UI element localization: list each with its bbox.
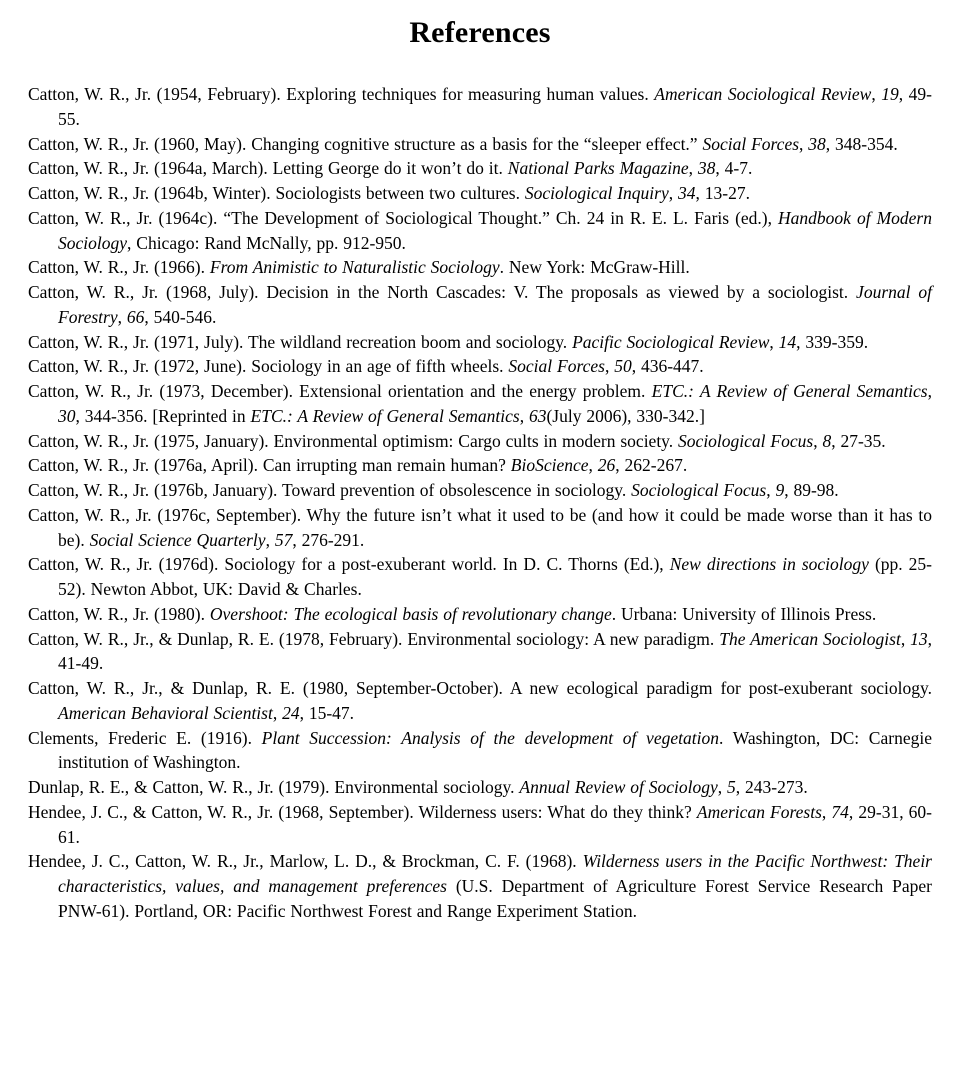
reference-text-segment: , 13-27. xyxy=(695,183,750,203)
reference-text-segment: , 344-356. [Reprinted in xyxy=(75,405,251,426)
reference-italic-segment: 5 xyxy=(727,777,736,797)
reference-entry xyxy=(28,775,932,800)
reference-text-segment: , xyxy=(927,381,932,401)
reference-text-segment: , 436-447. xyxy=(631,356,704,377)
reference-entry xyxy=(28,676,932,726)
reference-italic-segment: 57 xyxy=(274,529,293,550)
reference-italic-segment: 24 xyxy=(282,702,300,723)
reference-entry xyxy=(28,800,932,850)
reference-italic-segment: ETC.: A Review of General Semantics xyxy=(651,381,928,401)
reference-text-segment: , xyxy=(588,455,598,476)
reference-entry xyxy=(28,354,932,379)
reference-text-segment: , 15-47. xyxy=(299,702,355,723)
reference-italic-segment: American Forests xyxy=(696,801,822,822)
reference-italic-segment: 19 xyxy=(881,84,899,104)
reference-text-segment: (July 2006), 330-342.] xyxy=(546,405,705,426)
reference-text-segment: , 348-354. xyxy=(825,133,898,154)
reference-text-segment: . New York: McGraw-Hill. xyxy=(499,257,690,278)
reference-text-segment: , 243-273. xyxy=(735,777,808,797)
reference-text-segment: . Washington, DC: Carnegie institution of Washington. xyxy=(58,727,932,773)
reference-text-segment: , 540-546. xyxy=(144,306,217,327)
reference-text-segment: Catton, W. R., Jr. (1975, January). Environmental optimism: Cargo cults in modern society. xyxy=(28,430,679,451)
reference-text-segment: Catton, W. R., Jr. (1964b, Winter). Sociologists between two cultures. xyxy=(28,183,525,203)
reference-text-segment: , 262-267. xyxy=(615,455,688,476)
reference-italic-segment: Overshoot: The ecological basis of revolutionary change xyxy=(209,603,612,624)
reference-italic-segment: From Animistic to Naturalistic Sociology xyxy=(209,257,500,278)
reference-entry xyxy=(28,602,932,627)
reference-text-segment: , xyxy=(668,183,678,203)
reference-italic-segment: BioScience xyxy=(510,455,589,476)
reference-entry xyxy=(28,330,932,355)
reference-entry xyxy=(28,181,932,206)
reference-text-segment: Catton, W. R., Jr. (1972, June). Sociology in an age of fifth wheels. xyxy=(28,356,509,377)
reference-italic-segment: Plant Succession: Analysis of the development of vegetation xyxy=(261,727,719,748)
reference-text-segment: , xyxy=(766,480,776,500)
reference-italic-segment: National Parks Magazine xyxy=(507,158,689,179)
reference-text-segment: Catton, W. R., Jr., & Dunlap, R. E. (1980, September-October). A new ecological paradigm for post-exuberant sociology. xyxy=(28,678,932,698)
reference-text-segment: , xyxy=(519,405,529,426)
reference-italic-segment: Social Forces xyxy=(702,133,800,154)
reference-entry xyxy=(28,503,932,553)
reference-text-segment: , xyxy=(871,84,882,104)
reference-text-segment: , xyxy=(265,529,275,550)
reference-entry xyxy=(28,255,932,280)
reference-text-segment: , 4-7. xyxy=(715,158,753,179)
reference-entry xyxy=(28,280,932,330)
reference-text-segment: Catton, W. R., Jr. (1973, December). Extensional orientation and the energy problem. xyxy=(28,381,652,401)
reference-entry xyxy=(28,82,932,132)
reference-text-segment: Catton, W. R., Jr., & Dunlap, R. E. (1978, February). Environmental sociology: A new paradigm. xyxy=(28,628,720,649)
reference-italic-segment: American Sociological Review xyxy=(654,84,872,104)
reference-entry xyxy=(28,379,932,429)
reference-italic-segment: 38 xyxy=(697,158,716,179)
reference-entry xyxy=(28,478,932,503)
reference-text-segment: Catton, W. R., Jr. (1980). xyxy=(28,603,210,624)
reference-text-segment: , xyxy=(272,702,283,723)
reference-italic-segment: 66 xyxy=(126,306,145,327)
reference-text-segment: Catton, W. R., Jr. (1964a, March). Letting George do it won’t do it. xyxy=(28,158,508,179)
reference-text-segment: . Urbana: University of Illinois Press. xyxy=(611,603,877,624)
reference-italic-segment: Handbook of Modern Sociology xyxy=(58,207,932,253)
reference-italic-segment: 26 xyxy=(597,455,616,476)
reference-italic-segment: 34 xyxy=(678,183,696,203)
reference-entry xyxy=(28,552,932,602)
reference-text-segment: (pp. 25-52). Newton Abbot, UK: David & Charles. xyxy=(58,554,932,599)
reference-text-segment: , xyxy=(688,158,698,179)
reference-italic-segment: 8 xyxy=(822,430,832,451)
reference-text-segment: Hendee, J. C., & Catton, W. R., Jr. (1968, September). Wilderness users: What do they think? xyxy=(28,801,697,822)
reference-text-segment: Clements, Frederic E. (1916). xyxy=(28,727,262,748)
reference-italic-segment: 9 xyxy=(775,480,785,500)
reference-entry xyxy=(28,453,932,478)
reference-italic-segment: Wilderness users in the Pacific Northwest: Their characteristics, values, and management preferences xyxy=(58,851,932,896)
reference-italic-segment: Sociological Inquiry xyxy=(524,183,669,203)
reference-text-segment: Catton, W. R., Jr. (1971, July). The wildland recreation boom and sociology. xyxy=(28,331,573,352)
reference-text-segment: , xyxy=(900,628,911,649)
reference-text-segment: Catton, W. R., Jr. (1966). xyxy=(28,257,210,278)
reference-text-segment: Hendee, J. C., Catton, W. R., Jr., Marlow, L. D., & Brockman, C. F. (1968). xyxy=(28,851,583,872)
reference-text-segment: , xyxy=(117,306,127,327)
reference-italic-segment: American Behavioral Scientist xyxy=(58,702,273,723)
reference-text-segment: Catton, W. R., Jr. (1964c). “The Development of Sociological Thought.” Ch. 24 in R. E. L. Faris (ed.), xyxy=(28,207,779,228)
reference-text-segment: , xyxy=(821,801,832,822)
reference-italic-segment: Sociological Focus xyxy=(631,480,767,500)
reference-entry xyxy=(28,849,932,923)
reference-italic-segment: Social Forces xyxy=(508,356,605,377)
reference-text-segment: , xyxy=(604,356,615,377)
reference-entry xyxy=(28,627,932,677)
references-list xyxy=(28,82,932,924)
reference-entry xyxy=(28,429,932,454)
reference-italic-segment: New directions in sociology xyxy=(669,554,869,575)
reference-text-segment: , xyxy=(813,430,823,451)
reference-entry xyxy=(28,156,932,181)
reference-text-segment: Catton, W. R., Jr. (1976d). Sociology for a post-exuberant world. In D. C. Thorns (Ed.), xyxy=(28,554,670,575)
reference-entry xyxy=(28,206,932,256)
reference-text-segment: Catton, W. R., Jr. (1976c, September). Why the future isn’t what it used to be (and how it could be made worse than it has to be). xyxy=(28,504,932,550)
reference-italic-segment: 50 xyxy=(614,356,632,377)
reference-text-segment: , 41-49. xyxy=(58,628,933,674)
reference-text-segment: , 49-55. xyxy=(58,84,932,129)
reference-text-segment: Catton, W. R., Jr. (1968, July). Decision in the North Cascades: V. The proposals as viewed by a sociologist. xyxy=(28,282,857,302)
reference-italic-segment: The American Sociologist xyxy=(719,628,901,649)
reference-text-segment: , Chicago: Rand McNally, pp. 912-950. xyxy=(127,232,406,253)
reference-italic-segment: Sociological Focus xyxy=(678,430,814,451)
reference-text-segment: Catton, W. R., Jr. (1976b, January). Toward prevention of obsolescence in sociology. xyxy=(28,480,632,500)
reference-italic-segment: 74 xyxy=(831,801,849,822)
reference-entry xyxy=(28,132,932,157)
reference-italic-segment: Social Science Quarterly xyxy=(89,529,266,550)
reference-italic-segment: 13 xyxy=(910,628,928,649)
reference-text-segment: Catton, W. R., Jr. (1960, May). Changing cognitive structure as a basis for the “sleeper effect.” xyxy=(28,133,703,154)
reference-text-segment: Dunlap, R. E., & Catton, W. R., Jr. (1979). Environmental sociology. xyxy=(28,777,520,797)
reference-text-segment: , 89-98. xyxy=(784,480,839,500)
reference-italic-segment: Journal of Forestry xyxy=(58,282,932,327)
reference-text-segment: , 339-359. xyxy=(796,331,869,352)
reference-italic-segment: 38 xyxy=(808,133,826,154)
reference-italic-segment: ETC.: A Review of General Semantics xyxy=(250,405,520,426)
reference-text-segment: Catton, W. R., Jr. (1954, February). Exploring techniques for measuring human values. xyxy=(28,84,655,104)
reference-text-segment: , xyxy=(717,777,727,797)
reference-text-segment: , xyxy=(769,331,779,352)
reference-text-segment: Catton, W. R., Jr. (1976a, April). Can irrupting man remain human? xyxy=(28,455,511,476)
reference-italic-segment: 30 xyxy=(58,405,76,426)
reference-italic-segment: Pacific Sociological Review xyxy=(572,331,770,352)
reference-text-segment: , 276-291. xyxy=(292,529,365,550)
reference-text-segment: , 27-35. xyxy=(831,430,886,451)
reference-text-segment: , 29-31, 60-61. xyxy=(58,801,933,847)
reference-entry xyxy=(28,726,932,776)
reference-italic-segment: 14 xyxy=(778,331,797,352)
reference-italic-segment: 63 xyxy=(528,405,547,426)
reference-italic-segment: Annual Review of Sociology xyxy=(519,777,718,797)
page-title: References xyxy=(409,16,551,49)
reference-text-segment: , xyxy=(799,133,809,154)
reference-text-segment: (U.S. Department of Agriculture Forest Service Research Paper PNW-61). Portland, OR: Pacific Northwest Forest and Range Experiment Station. xyxy=(58,876,932,921)
